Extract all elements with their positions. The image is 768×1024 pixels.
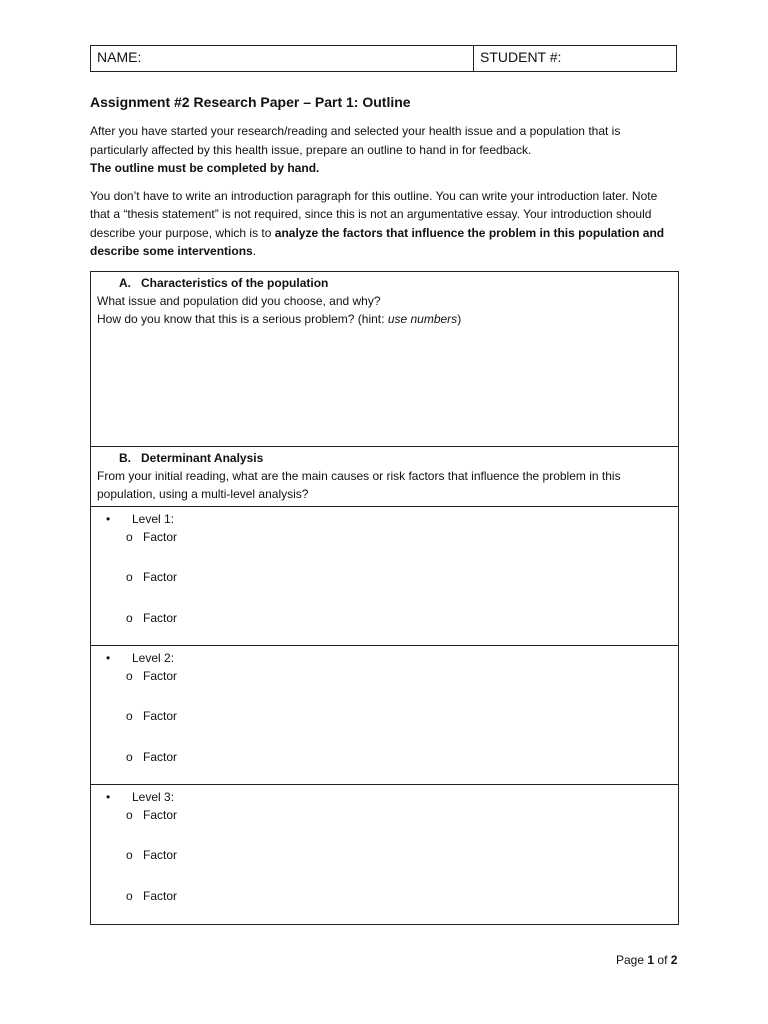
page-current: 1 [647,953,655,967]
ring-bullet-icon: o [126,749,133,764]
intro-p2-text: You don’t have to write an introduction paragraph for this outline. You can write your introduction later. Note that a “thesis statement” is not required, since this is not an argumentative essay. Your introduction should describe your purpose, which is to [90,188,658,240]
ring-bullet-icon: o [126,848,133,862]
bullet-icon: • [106,650,111,665]
level-3-factor-1 [97,806,672,847]
name-label: NAME: [97,49,142,65]
level-1-item [97,510,672,528]
section-a-title: Characteristics of the population [141,275,329,290]
name-field[interactable] [91,46,474,71]
outline-table [90,271,679,925]
section-a-q2-text: How do you know that this is a serious problem? (hint: [97,311,388,326]
level-3-factor-3 [97,887,672,928]
section-a-q2-italic: use numbers [387,311,458,326]
level-1-factor-2 [97,568,672,609]
level-1-label: Level 1: [132,511,175,526]
student-number-field[interactable] [474,46,676,71]
level-2-factor-1 [97,667,672,708]
ring-bullet-icon: o [126,807,133,822]
section-a-letter: A. [119,275,131,290]
intro-p1-text: After you have started your research/reading and selected your health issue and a population that is particularly affected by this health issue, prepare an outline to hand in for feedback. [90,124,621,157]
student-info-table [90,45,677,72]
level-1-factor-3 [97,609,672,650]
section-b-letter: B. [119,450,131,465]
level-2-factor-3 [97,748,672,789]
section-b [91,447,678,507]
factor-label: Factor [143,848,178,862]
factor-label: Factor [143,807,178,822]
level-3-section[interactable] [91,785,678,924]
ring-bullet-icon: o [126,570,133,584]
page-word: Page [616,953,645,967]
factor-label: Factor [143,888,178,903]
intro-paragraph-2 [90,187,679,261]
page-number [616,953,677,967]
level-3-item [97,788,672,806]
student-number-label: STUDENT #: [480,49,562,65]
level-1-factor-1 [97,528,672,569]
section-a[interactable] [91,272,678,447]
factor-label: Factor [143,749,178,764]
section-a-heading [97,274,672,292]
level-3-factor-2 [97,846,672,887]
document-page [90,45,679,925]
factor-label: Factor [143,610,178,625]
intro-p2-bold: analyze the factors that influence the problem in this population and describe some interventions [90,225,665,258]
factor-label: Factor [143,668,178,683]
intro-p2-end: . [252,244,257,258]
section-b-title: Determinant Analysis [141,450,264,465]
ring-bullet-icon: o [126,529,133,544]
intro-paragraph-1 [90,122,679,178]
ring-bullet-icon: o [126,709,133,723]
bullet-icon: • [106,511,111,526]
level-1-section[interactable] [91,507,678,646]
level-2-section[interactable] [91,646,678,785]
document-title: Assignment #2 Research Paper – Part 1: Outline [90,94,411,110]
page-of-word: of [657,953,668,967]
section-a-question-1: What issue and population did you choose, and why? [97,293,381,308]
ring-bullet-icon: o [126,888,133,903]
section-a-question-2 [97,310,672,328]
level-3-label: Level 3: [132,789,175,804]
section-b-text: From your initial reading, what are the main causes or risk factors that influence the problem in this population, using a multi-level analysis? [97,468,621,501]
ring-bullet-icon: o [126,610,133,625]
ring-bullet-icon: o [126,668,133,683]
factor-label: Factor [143,709,178,723]
page-total: 2 [670,953,678,967]
intro-p1-bold: The outline must be completed by hand. [90,161,320,175]
level-2-item [97,649,672,667]
factor-label: Factor [143,570,178,584]
section-b-heading [97,449,672,467]
level-2-label: Level 2: [132,650,175,665]
bullet-icon: • [106,789,111,804]
section-a-q2-end: ) [457,311,462,326]
factor-label: Factor [143,529,178,544]
level-2-factor-2 [97,707,672,748]
